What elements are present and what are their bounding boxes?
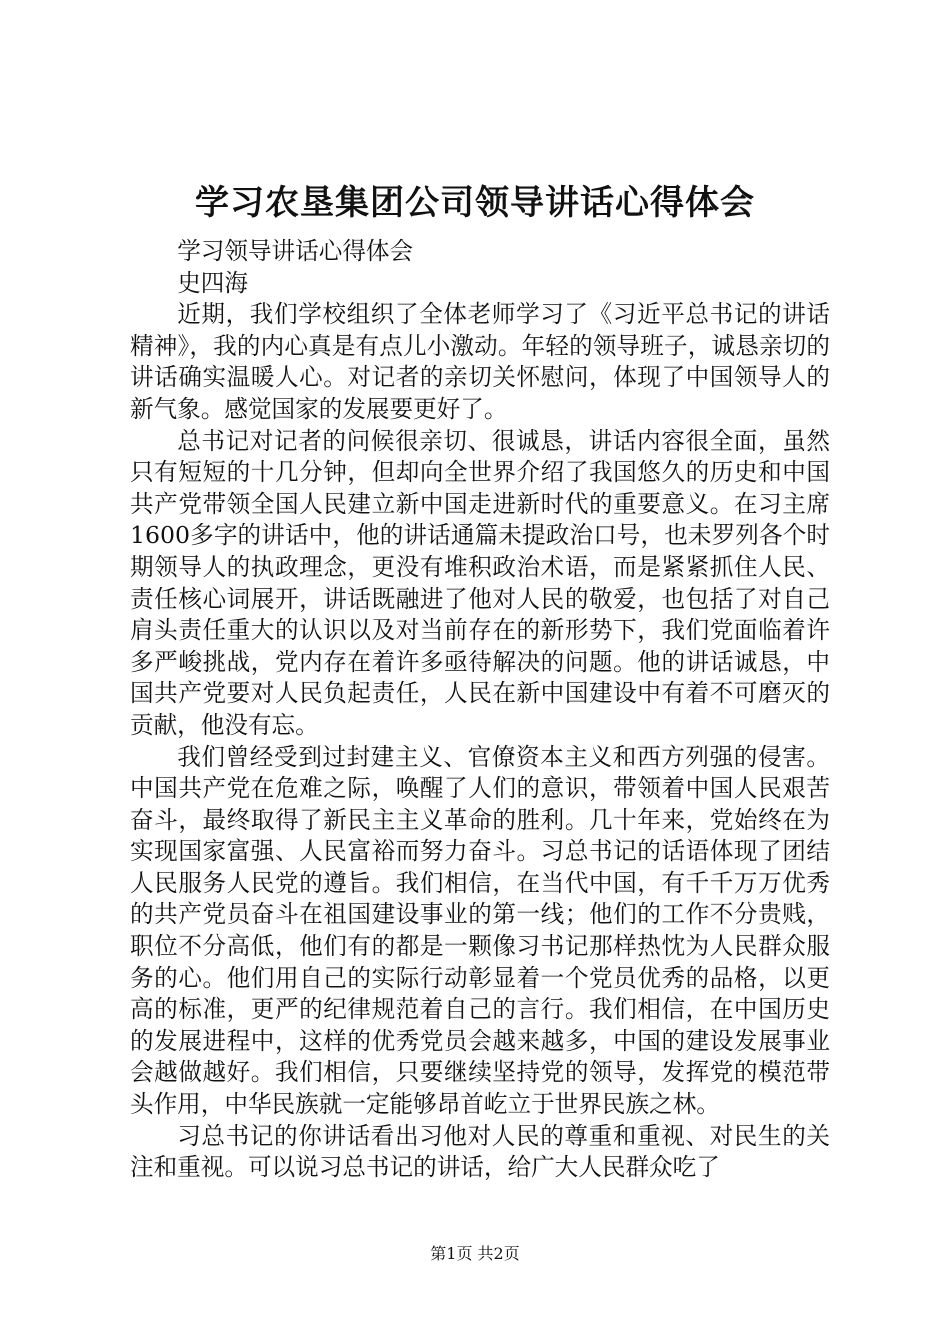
body-paragraph: 近期，我们学校组织了全体老师学习了《习近平总书记的讲话精神》，我的内心真是有点儿小激动。年轻的领导班子，诚恳亲切的讲话确实温暖人心。对记者的亲切关怀慰问，体现了中国领导人的新气象。感觉国家的发展要更好了。 [130,300,830,423]
body-paragraph: 我们曾经受到过封建主义、官僚资本主义和西方列强的侵害。中国共产党在危难之际，唤醒了人们的意识，带领着中国人民艰苦奋斗，最终取得了新民主主义革命的胜利。几十年来，党始终在为实现国家富强、人民富裕而努力奋斗。习总书记的话语体现了团结人民服务人民党的遵旨。我们相信，在当代中国，有千千万万优秀的共产党员奋斗在祖国建设事业的第一线；他们的工作不分贵贱，职位不分高低，他们有的都是一颗像习书记那样热忱为人民群众服务的心。他们用自己的实际行动彰显着一个党员优秀的品格，以更高的标准，更严的纪律规范着自己的言行。我们相信，在中国历史的发展进程中，这样的优秀党员会越来越多，中国的建设发展事业会越做越好。我们相信，只要继续坚持党的领导，发挥党的模范带头作用，中华民族就一定能够昂首屹立于世界民族之林。 [130,742,830,1119]
author-paragraph: 史四海 [177,268,248,297]
body-paragraph: 总书记对记者的问候很亲切、很诚恳，讲话内容很全面，虽然只有短短的十几分钟，但却向全世界介绍了我国悠久的历史和中国共产党带领全国人民建立新中国走进新时代的重要意义。在习主席1600多字的讲话中，他的讲话通篇未提政治口号，也未罗列各个时期领导人的执政理念，更没有堆积政治术语，而是紧紧抓住人民、责任核心词展开，讲话既融进了他对人民的敬爱，也包括了对自己肩头责任重大的认识以及对当前存在的新形势下，我们党面临着许多严峻挑战，党内存在着许多亟待解决的问题。他的讲话诚恳，中国共产党要对人民负起责任，人民在新中国建设中有着不可磨灭的贡献，他没有忘。 [130,426,830,739]
document-title: 学习农垦集团公司领导讲话心得体会 [195,183,755,223]
body-paragraph: 习总书记的你讲话看出习他对人民的尊重和重视、对民生的关注和重视。可以说习总书记的讲话，给广大人民群众吃了 [130,1121,830,1182]
document-body [130,236,830,1184]
subtitle-paragraph: 学习领导讲话心得体会 [177,237,414,265]
page-footer: 第1页 共2页 [430,1244,520,1263]
